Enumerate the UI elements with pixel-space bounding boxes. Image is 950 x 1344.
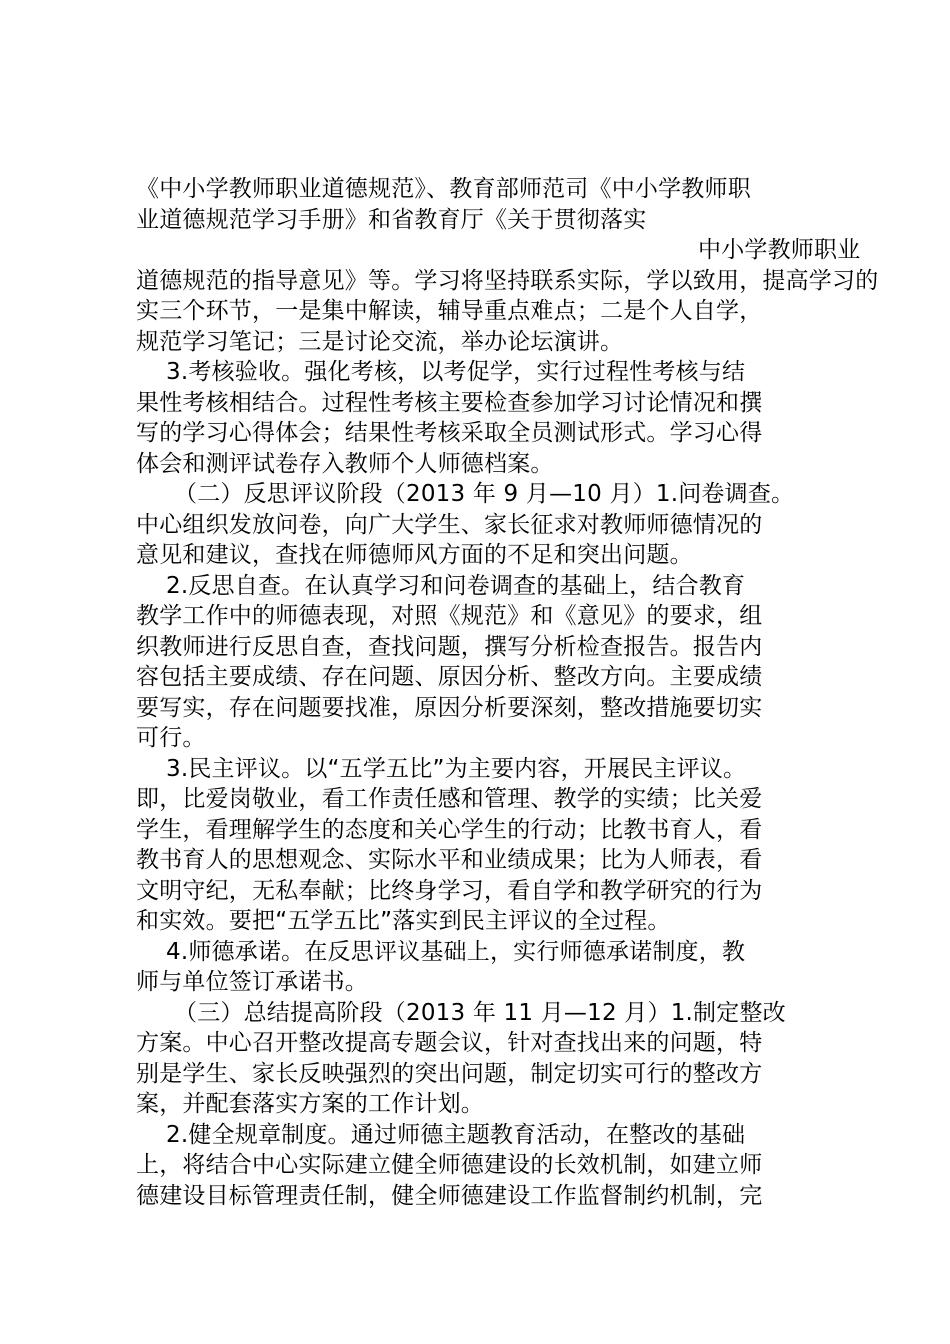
text-line: 2.健全规章制度。通过师德主题教育活动，在整改的基础 <box>166 1121 746 1148</box>
text-line: 规范学习笔记；三是讨论交流，举办论坛演讲。 <box>136 328 624 355</box>
text-line: 体会和测评试卷存入教师个人师德档案。 <box>136 450 554 477</box>
text-line: 要写实，存在问题要找准，原因分析要深刻，整改措施要切实 <box>136 694 763 721</box>
text-line: 果性考核相结合。过程性考核主要检查参加学习讨论情况和撰 <box>136 389 763 416</box>
text-line: 道德规范的指导意见》等。学习将坚持联系实际，学以致用，提高学习的 <box>136 267 879 294</box>
text-line: 容包括主要成绩、存在问题、原因分析、整改方向。主要成绩 <box>136 664 763 690</box>
text-line: 即，比爱岗敬业，看工作责任感和管理、教学的实绩；比关爱 <box>136 786 763 812</box>
text-line: 文明守纪，无私奉献；比终身学习，看自学和教学研究的行为 <box>136 877 763 904</box>
text-line: 方案。中心召开整改提高专题会议，针对查找出来的问题，特 <box>136 1030 763 1056</box>
document-page <box>136 174 879 1211</box>
text-line: 织教师进行反思自查，查找问题，撰写分析检查报告。报告内 <box>136 633 763 660</box>
text-line: 可行。 <box>136 725 206 751</box>
overlapping-text-block <box>136 205 879 294</box>
text-line: 《中小学教师职业道德规范》、教育部师范司《中小学教师职 <box>136 176 751 202</box>
text-line: 师与单位签订承诺书。 <box>136 969 368 995</box>
text-line: 中心组织发放问卷，向广大学生、家长征求对教师师德情况的 <box>136 511 763 538</box>
text-line: 中小学教师职业 <box>698 237 861 263</box>
text-line: 别是学生、家长反映强烈的突出问题，制定切实可行的整改方 <box>136 1060 763 1087</box>
text-line: 实三个环节，一是集中解读，辅导重点难点；二是个人自学， <box>136 298 763 324</box>
text-line: 写的学习心得体会；结果性考核采取全员测试形式。学习心得 <box>136 420 763 446</box>
text-line: 案，并配套落实方案的工作计划。 <box>136 1091 484 1117</box>
text-line: 3.民主评议。以“五学五比”为主要内容，开展民主评议。 <box>166 755 747 782</box>
text-line: 2.反思自查。在认真学习和问卷调查的基础上，结合教育 <box>166 572 746 599</box>
text-line: 意见和建议，查找在师德师风方面的不足和突出问题。 <box>136 542 693 568</box>
text-line: 业道德规范学习手册》和省教育厅《关于贯彻落实 <box>136 206 647 233</box>
text-line: 上，将结合中心实际建立健全师德建设的长效机制，如建立师 <box>136 1152 763 1178</box>
text-line: （二）反思评议阶段（2013 年 9 月—10 月）1.问卷调查。 <box>174 481 795 507</box>
text-line: （三）总结提高阶段（2013 年 11 月—12 月）1.制定整改 <box>174 999 786 1026</box>
text-line: 3.考核验收。强化考核，以考促学，实行过程性考核与结 <box>166 359 746 385</box>
text-line: 德建设目标管理责任制，健全师德建设工作监督制约机制，完 <box>136 1182 763 1209</box>
text-line: 教书育人的思想观念、实际水平和业绩成果；比为人师表，看 <box>136 847 763 873</box>
text-line: 教学工作中的师德表现，对照《规范》和《意见》的要求，组 <box>136 603 763 629</box>
text-line: 学生，看理解学生的态度和关心学生的行动；比教书育人，看 <box>136 816 763 843</box>
text-line: 和实效。要把“五学五比”落实到民主评议的全过程。 <box>136 908 671 934</box>
text-line: 4.师德承诺。在反思评议基础上，实行师德承诺制度，教 <box>166 938 746 965</box>
